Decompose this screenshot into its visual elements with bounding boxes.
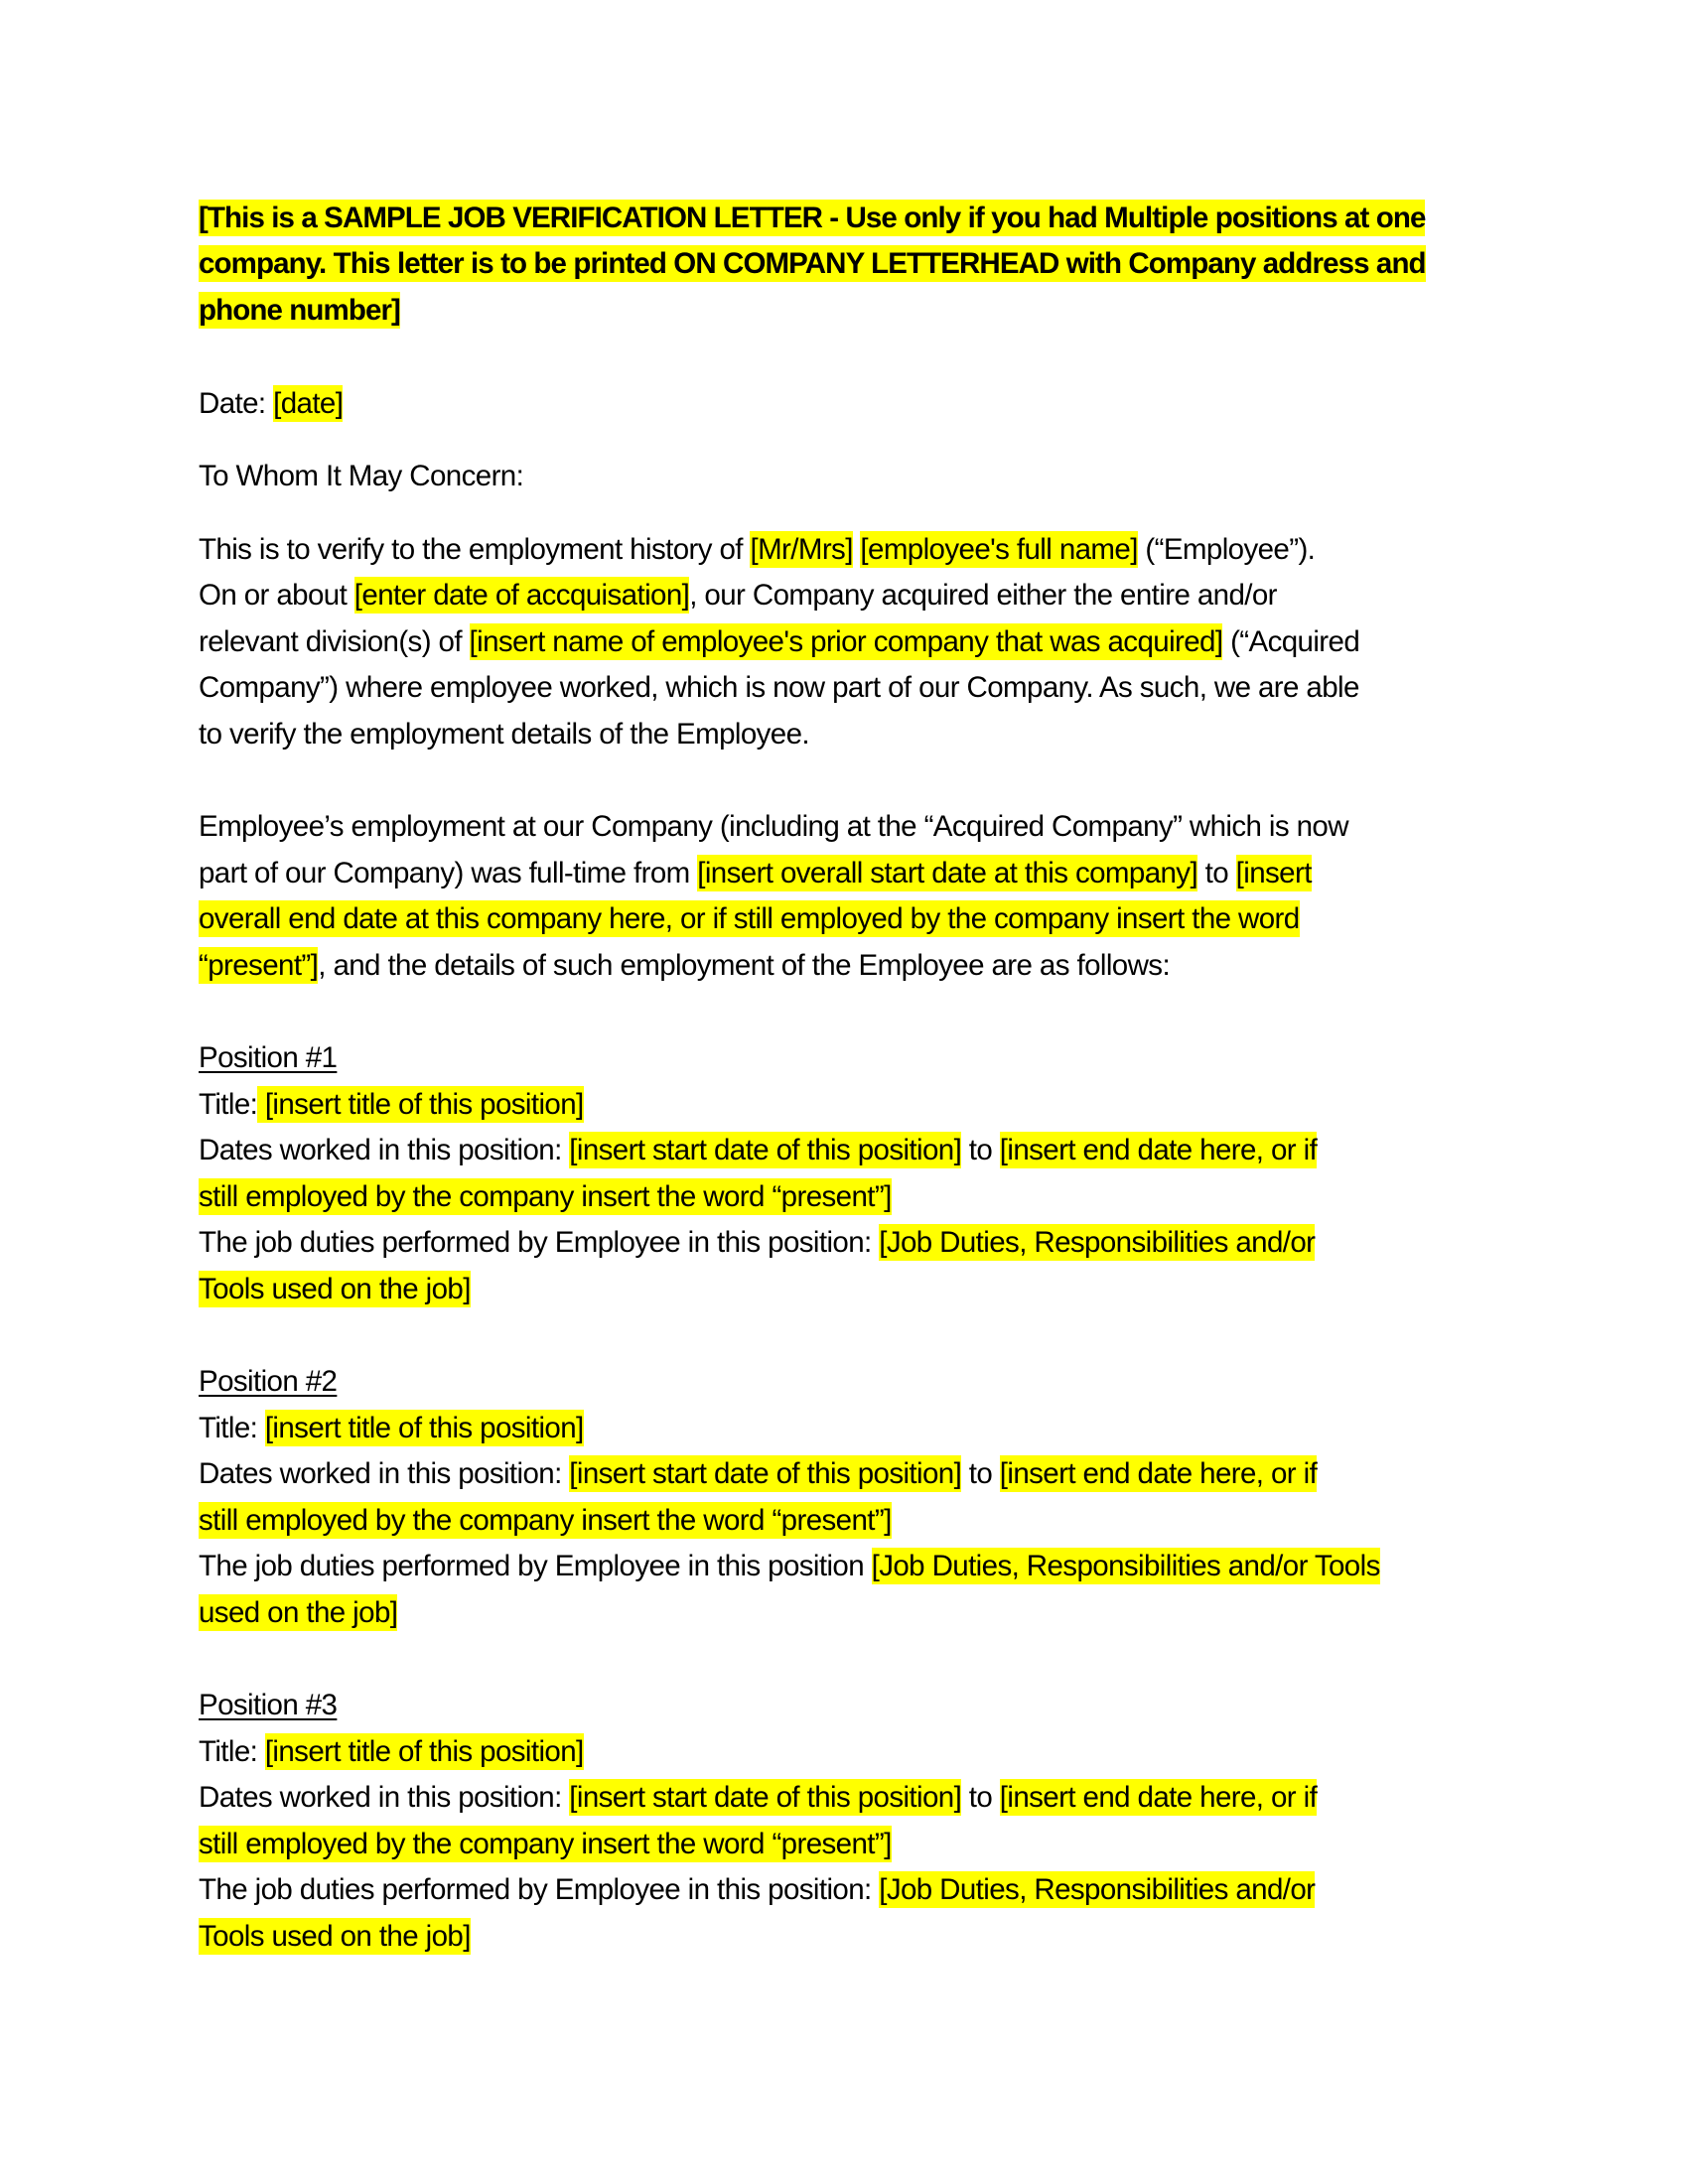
start-date-placeholder: [insert start date of this position] (569, 1134, 962, 1166)
text: , and the details of such employment of the Employee are as follows: (318, 949, 1171, 982)
duties-label: The job duties performed by Employee in this position: (199, 1226, 880, 1259)
title-placeholder: [insert title of this position] (264, 1735, 584, 1768)
end-date-placeholder: [insert end date here, or if (999, 1134, 1318, 1166)
duties-placeholder: [Job Duties, Responsibilities and/or (879, 1226, 1316, 1259)
dates-label: Dates worked in this position: (199, 1781, 570, 1814)
note-line-2: company. This letter is to be printed ON COMPANY LETTERHEAD with Company address and (199, 247, 1426, 280)
prior-company-placeholder: [insert name of employee's prior company that was acquired] (469, 625, 1223, 658)
duties-placeholder-cont: used on the job] (199, 1596, 398, 1629)
text: This is to verify to the employment history of (199, 533, 751, 566)
text: relevant division(s) of (199, 625, 470, 658)
text: On or about (199, 579, 354, 612)
start-date-placeholder: [insert start date of this position] (569, 1781, 962, 1814)
end-date-placeholder-cont: still employed by the company insert the word “present”] (199, 1180, 892, 1213)
dates-label: Dates worked in this position: (199, 1457, 570, 1490)
duties-label: The job duties performed by Employee in this position: (199, 1873, 880, 1906)
text: part of our Company) was full-time from (199, 857, 698, 889)
employee-name-placeholder: [employee's full name] (860, 533, 1138, 566)
text: to (961, 1781, 1000, 1814)
overall-start-date-placeholder: [insert overall start date at this company] (697, 857, 1198, 889)
text: to (961, 1457, 1000, 1490)
duties-placeholder: [Job Duties, Responsibilities and/or (879, 1873, 1316, 1906)
overall-end-date-placeholder-cont: overall end date at this company here, or if still employed by the company insert the word (199, 902, 1300, 935)
text: (“Employee”). (1137, 533, 1316, 566)
title-placeholder: [insert title of this position] (257, 1088, 584, 1121)
end-date-placeholder: [insert end date here, or if (999, 1457, 1318, 1490)
note-line-1: [This is a SAMPLE JOB VERIFICATION LETTER - Use only if you had Multiple positions at one (199, 202, 1426, 234)
text: to (961, 1134, 1000, 1166)
end-date-placeholder: [insert end date here, or if (999, 1781, 1318, 1814)
date-placeholder: [date] (273, 387, 344, 420)
title-label: Title: (199, 1735, 265, 1768)
duties-placeholder-cont: Tools used on the job] (199, 1273, 471, 1305)
duties-placeholder: [Job Duties, Responsibilities and/or Tools (871, 1550, 1380, 1582)
end-date-placeholder-cont: still employed by the company insert the word “present”] (199, 1504, 892, 1537)
text: Company”) where employee worked, which is now part of our Company. As such, we are able (199, 671, 1359, 704)
position-heading: Position #1 (199, 1041, 338, 1074)
text: to verify the employment details of the Employee. (199, 718, 810, 751)
end-date-placeholder-cont: still employed by the company insert the word “present”] (199, 1828, 892, 1860)
text: to (1197, 857, 1236, 889)
title-placeholder: [Mr/Mrs] (750, 533, 853, 566)
duties-placeholder-cont: Tools used on the job] (199, 1920, 471, 1953)
title-label: Title: (199, 1088, 258, 1121)
text: (“Acquired (1222, 625, 1360, 658)
title-placeholder: [insert title of this position] (264, 1412, 584, 1444)
position-heading: Position #2 (199, 1365, 338, 1398)
start-date-placeholder: [insert start date of this position] (569, 1457, 962, 1490)
dates-label: Dates worked in this position: (199, 1134, 570, 1166)
overall-end-date-placeholder-cont: “present”] (199, 949, 319, 982)
duties-label: The job duties performed by Employee in this position (199, 1550, 872, 1582)
overall-end-date-placeholder: [insert (1235, 857, 1312, 889)
date-label: Date: (199, 387, 274, 420)
note-line-3: phone number] (199, 294, 400, 327)
position-heading: Position #3 (199, 1689, 338, 1721)
date-line (199, 381, 343, 427)
salutation: To Whom It May Concern: (199, 460, 524, 492)
text: , our Company acquired either the entire and/or (689, 579, 1277, 612)
acquisition-date-placeholder: [enter date of accquisation] (353, 579, 690, 612)
title-label: Title: (199, 1412, 265, 1444)
text: Employee’s employment at our Company (including at the “Acquired Company” which is now (199, 810, 1348, 843)
